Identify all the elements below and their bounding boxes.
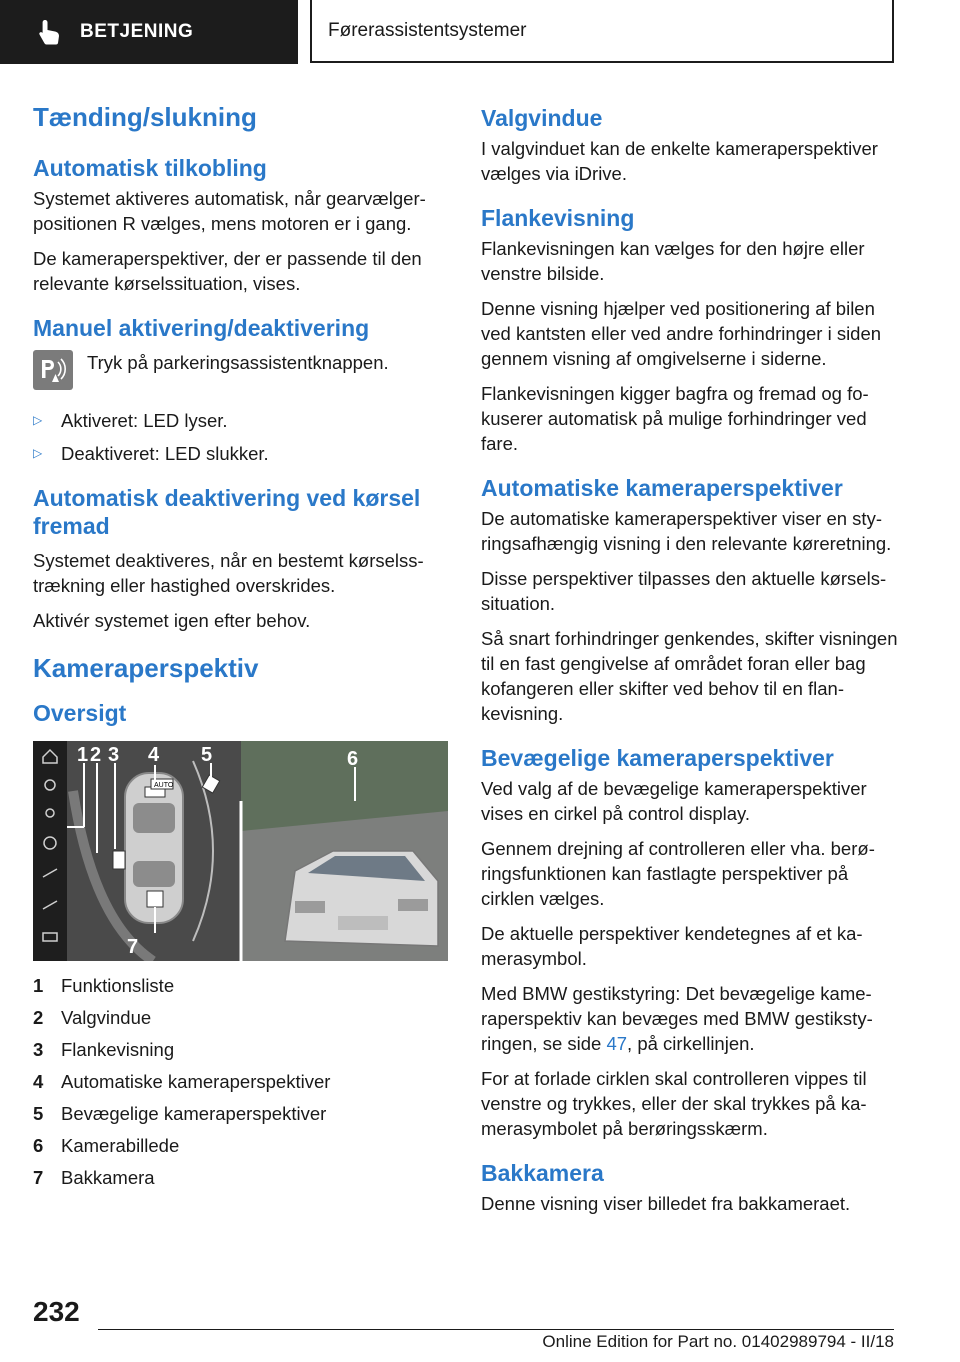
title-ignition: Tænding/slukning — [33, 102, 257, 132]
instruction-text: Tryk på parkeringsassistentknappen. — [87, 352, 389, 373]
legend-item: 2 Valgvindue — [33, 1007, 152, 1028]
heading-auto-deactivation: Automatisk deaktivering ved kørsel fremad — [33, 485, 421, 539]
section-rear-camera — [481, 1159, 901, 1216]
section-side-view — [481, 204, 901, 456]
right-column — [481, 104, 901, 1234]
paragraph: Flankevisningen kigger bagfra og fremad og fokuserer automatisk på mulige forhindringer ved fare. — [481, 383, 869, 454]
paragraph: Flankevisningen kan vælges for den højre eller venstre bilside. — [481, 238, 865, 284]
heading-movable-perspectives: Bevægelige kameraperspektiver — [481, 745, 834, 771]
left-column — [33, 100, 448, 1197]
paragraph: Systemet deaktiveres, når en bestemt kørselsstrækning eller hastighed overskrides. — [33, 550, 424, 596]
auto-badge: AUTO — [154, 782, 174, 789]
heading-automatic-perspectives: Automatiske kameraperspektiver — [481, 475, 843, 501]
paragraph: Denne visning viser billedet fra bakkameraet. — [481, 1193, 851, 1214]
section-title: BETJENING — [80, 21, 194, 42]
paragraph: Systemet aktiveres automatisk, når gearvælgerpositionen R vælges, mens motoren er i gang. — [33, 188, 426, 234]
paragraph: I valgvinduet kan de enkelte kameraperspektiver vælges via iDrive. — [481, 138, 878, 184]
paragraph: Disse perspektiver tilpasses den aktuelle kørselssituation. — [481, 568, 887, 614]
figure-legend — [33, 973, 448, 1190]
list-item: ▷ Aktiveret: LED lyser. — [33, 410, 228, 431]
paragraph: Denne visning hjælper ved positionering af bilen ved kantsten eller ved andre forhindringer i siden gennem visning af omgivelserne i siderne. — [481, 298, 882, 369]
triangle-bullet-icon: ▷ — [33, 413, 43, 427]
paragraph: Ved valg af de bevægelige kameraperspektiver vises en cirkel på control display. — [481, 778, 867, 824]
list-item: ▷ Deaktiveret: LED slukker. — [33, 443, 269, 464]
legend-item: 6 Kamerabillede — [33, 1135, 180, 1156]
figure-label-5: 5 — [201, 744, 213, 766]
section-selection-window — [481, 104, 901, 186]
paragraph: Med BMW gestikstyring: Det bevægelige kameraperspektiv kan bevæges med BMW gestikstyringen, se side 47, på cirkellinjen. — [481, 983, 873, 1054]
heading-side-view: Flankevisning — [481, 205, 635, 231]
figure-label-2: 2 — [90, 744, 102, 766]
legend-item: 1 Funktionsliste — [33, 975, 175, 996]
heading-manual-activation: Manuel aktivering/deaktivering — [33, 315, 370, 341]
figure-label-4: 4 — [148, 744, 160, 766]
paragraph: Gennem drejning af controlleren eller vha. berøringsfunktionen kan fastlagte perspektiver på cirklen vælges. — [481, 838, 875, 909]
parking-assistant-button-icon — [33, 350, 73, 390]
section-tab — [0, 0, 298, 64]
camera-screen-illustration — [33, 741, 448, 961]
paragraph: De kameraperspektiver, der er passende til den relevante kørselssituation, vises. — [33, 248, 422, 294]
heading-selection-window: Valgvindue — [481, 105, 603, 131]
edition-note: Online Edition for Part no. 01402989794 - II/18 — [542, 1332, 894, 1351]
page-header — [0, 0, 960, 66]
legend-item: 5 Bevægelige kameraperspektiver — [33, 1103, 327, 1124]
paragraph: Aktivér systemet igen efter behov. — [33, 610, 311, 631]
page-number: 232 — [33, 1296, 80, 1327]
legend-item: 3 Flankevisning — [33, 1039, 175, 1060]
paragraph: De automatiske kameraperspektiver viser en styringsafhængig visning i den relevante køreretning. — [481, 508, 892, 554]
heading-rear-camera: Bakkamera — [481, 1160, 604, 1186]
section-automatic-activation — [33, 154, 448, 296]
footer-divider — [98, 1329, 894, 1330]
parking-p-icon — [38, 356, 68, 384]
section-movable-perspectives — [481, 744, 901, 1141]
paragraph: For at forlade cirklen skal controlleren vippes til venstre og trykkes, eller der skal trykkes på kamerasymbolet på berøringsskærm. — [481, 1068, 867, 1139]
pointing-hand-icon — [38, 19, 60, 45]
figure-label-1: 1 — [77, 744, 89, 766]
title-camera-perspective: Kameraperspektiv — [33, 653, 259, 683]
camera-display-figure — [33, 741, 448, 961]
button-instruction — [33, 350, 448, 390]
status-list — [33, 408, 448, 466]
heading-automatic-activation: Automatisk tilkobling — [33, 155, 267, 181]
section-automatic-perspectives — [481, 474, 901, 726]
legend-item: 4 Automatiske kameraperspektiver — [33, 1071, 331, 1092]
section-auto-deactivation — [33, 484, 448, 633]
triangle-bullet-icon: ▷ — [33, 446, 43, 460]
paragraph: Så snart forhindringer genkendes, skifter visningen til en fast gengivelse af området foran eller bag kofangeren eller skifter ved behov til en flankevisning. — [481, 628, 898, 724]
heading-overview: Oversigt — [33, 700, 127, 726]
chapter-title: Førerassistentsystemer — [328, 19, 527, 41]
figure-label-6: 6 — [347, 748, 359, 770]
section-manual-activation — [33, 314, 448, 466]
chapter-tab — [310, 0, 894, 63]
paragraph: De aktuelle perspektiver kendetegnes af et kamerasymbol. — [481, 923, 863, 969]
figure-label-7: 7 — [127, 936, 139, 958]
figure-label-3: 3 — [108, 744, 120, 766]
page-reference-link[interactable]: 47 — [606, 1033, 628, 1054]
legend-item: 7 Bakkamera — [33, 1167, 155, 1188]
